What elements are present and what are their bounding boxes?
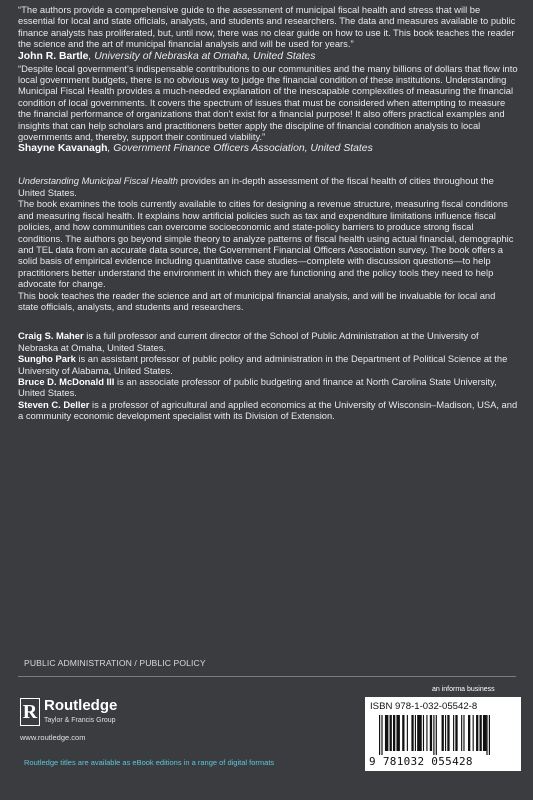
author-bio [18,376,518,399]
quote-1-attribution [18,51,315,62]
barcode-bar [385,715,388,751]
barcode-bar [402,715,404,751]
publisher-website: www.routledge.com [20,733,86,742]
description-closing: This book teaches the reader the science and art of municipal financial analysis, and will be invaluable for local and state officials, analysts, and students and researchers. [18,289,496,312]
book-title: Understanding Municipal Fiscal Health [18,175,178,187]
author-bio-text: is a professor of agricultural and applied economics at the University of Wisconsin–Madison, USA, and a community economic development specialist with its Division of Extension. [18,398,518,422]
quote-2-text: “Despite local government’s indispensable contributions to our communities and the many billions of dollars that flow into local government budgets, there is no obvious way to judge the financial condition of these institutions. Understanding Municipal Fiscal Health provides a much-needed explanation of the inescapable complexities of measuring the financial condition of local governments. It covers the spectrum of issues that must be considered when attempting to measure the financial performance of organizations that don’t exist for a financial purpose! It also offers practical examples and insights that can help scholars and practitioners better apply the discipline of financial condition analysis to local governments and, thereby, support their continued viability.” [18,62,518,143]
author-name: Bruce D. McDonald III [18,375,115,387]
barcode-bar [461,715,462,751]
barcode-bar [407,715,408,751]
barcode-bar [390,715,392,751]
barcode-bar [415,715,416,751]
barcode-bar [396,715,399,751]
quote-2-attribution [18,143,373,154]
author-bio [18,330,518,353]
barcode-bar [486,715,487,755]
barcode-bar [453,715,454,751]
quote-1-name: John R. Bartle [18,50,89,62]
subject-category: PUBLIC ADMINISTRATION / PUBLIC POLICY [24,658,206,668]
quote-2-affiliation: , Government Finance Officers Association, United States [107,143,373,155]
quote-1-affiliation: , University of Nebraska at Omaha, United States [88,50,316,62]
publisher-name: Routledge [44,697,118,714]
publisher-group: Taylor & Francis Group [44,717,116,724]
author-bio-text: is an associate professor of public budgeting and finance at North Carolina State University, United States. [18,375,497,399]
author-bio [18,399,518,422]
author-bio-text: is an assistant professor of public policy and administration in the Department of Political Science at the University of Alabama, United States. [18,353,508,376]
author-name: Craig S. Maher [18,330,84,342]
barcode-bar [379,715,380,755]
author-name: Steven C. Deller [18,398,90,410]
barcode-bar [468,715,470,751]
endorsement-quote-1 [18,4,518,63]
informa-tagline: an informa business [432,686,495,693]
barcode-bars-icon [379,715,509,755]
barcode-bar [483,715,486,751]
ebook-note: Routledge titles are available as eBook editions in a range of digital formats [24,758,275,767]
quote-1-text: “The authors provide a comprehensive guide to the assessment of municipal fiscal health and stress that will be essential for local and state officials, analysts, and students and researchers. The data and measures available to public finance analysts has proliferated, but, until now, there was no clear guide on how to use it. This book teaches the reader the science and the art of municipal financial analysis and will be used for years.” [18,4,516,50]
barcode-number: 9 781032 055428 [369,755,473,768]
logo-letter: R [22,701,38,723]
barcode-bar [417,715,422,751]
divider [18,676,516,677]
intro-rest: provides an in-depth assessment of the fiscal health of cities throughout the United States. [18,175,494,198]
description-body: The book examines the tools currently available to cities for designing a revenue structure, measuring fiscal conditions and measuring fiscal health. It explains how artificial policies such as tax and expenditure limitations influence fiscal policies, and how communities can overcome socioeconomic and state-policy barriers to produce strong fiscal conditions. The authors go beyond simple theory to analyze patterns of fiscal health using actual financial, demographic and TEL data from an accurate data source, the Government Financial Officers Association survey. The book offers a solid basis of empirical evidence including quantitative case studies—complete with discussion questions—to help practitioners better understand the environment in which they are functioning and the policy tools they need to help advocate for change. [18,198,514,290]
barcode [365,697,521,771]
barcode-bar [447,715,449,751]
description-intro [18,175,518,198]
isbn-label: ISBN 978-1-032-05542-8 [370,701,478,712]
author-bio-text: is a full professor and current director of the School of Public Administration at the University of Nebraska at Omaha, United States. [18,330,479,353]
barcode-bar [381,715,382,755]
routledge-logo-icon [20,698,40,726]
author-name: Sungho Park [18,353,76,365]
barcode-bar [426,715,427,751]
author-bio [18,353,518,376]
barcode-bar [455,715,457,751]
barcode-bar [393,715,395,751]
barcode-bar [442,715,444,751]
barcode-bar [433,715,434,755]
barcode-bar [489,715,490,755]
barcode-bar [436,715,437,755]
barcode-bar [480,715,482,751]
barcode-bar [423,715,424,751]
quote-2-name: Shayne Kavanagh [18,143,108,155]
barcode-bar [473,715,474,751]
cover-text [18,4,518,422]
barcode-bar [430,715,432,751]
barcode-bar [445,715,446,751]
barcode-bar [463,715,464,751]
barcode-bar [411,715,413,751]
endorsement-quote-2 [18,63,518,156]
barcode-bar [476,715,478,751]
